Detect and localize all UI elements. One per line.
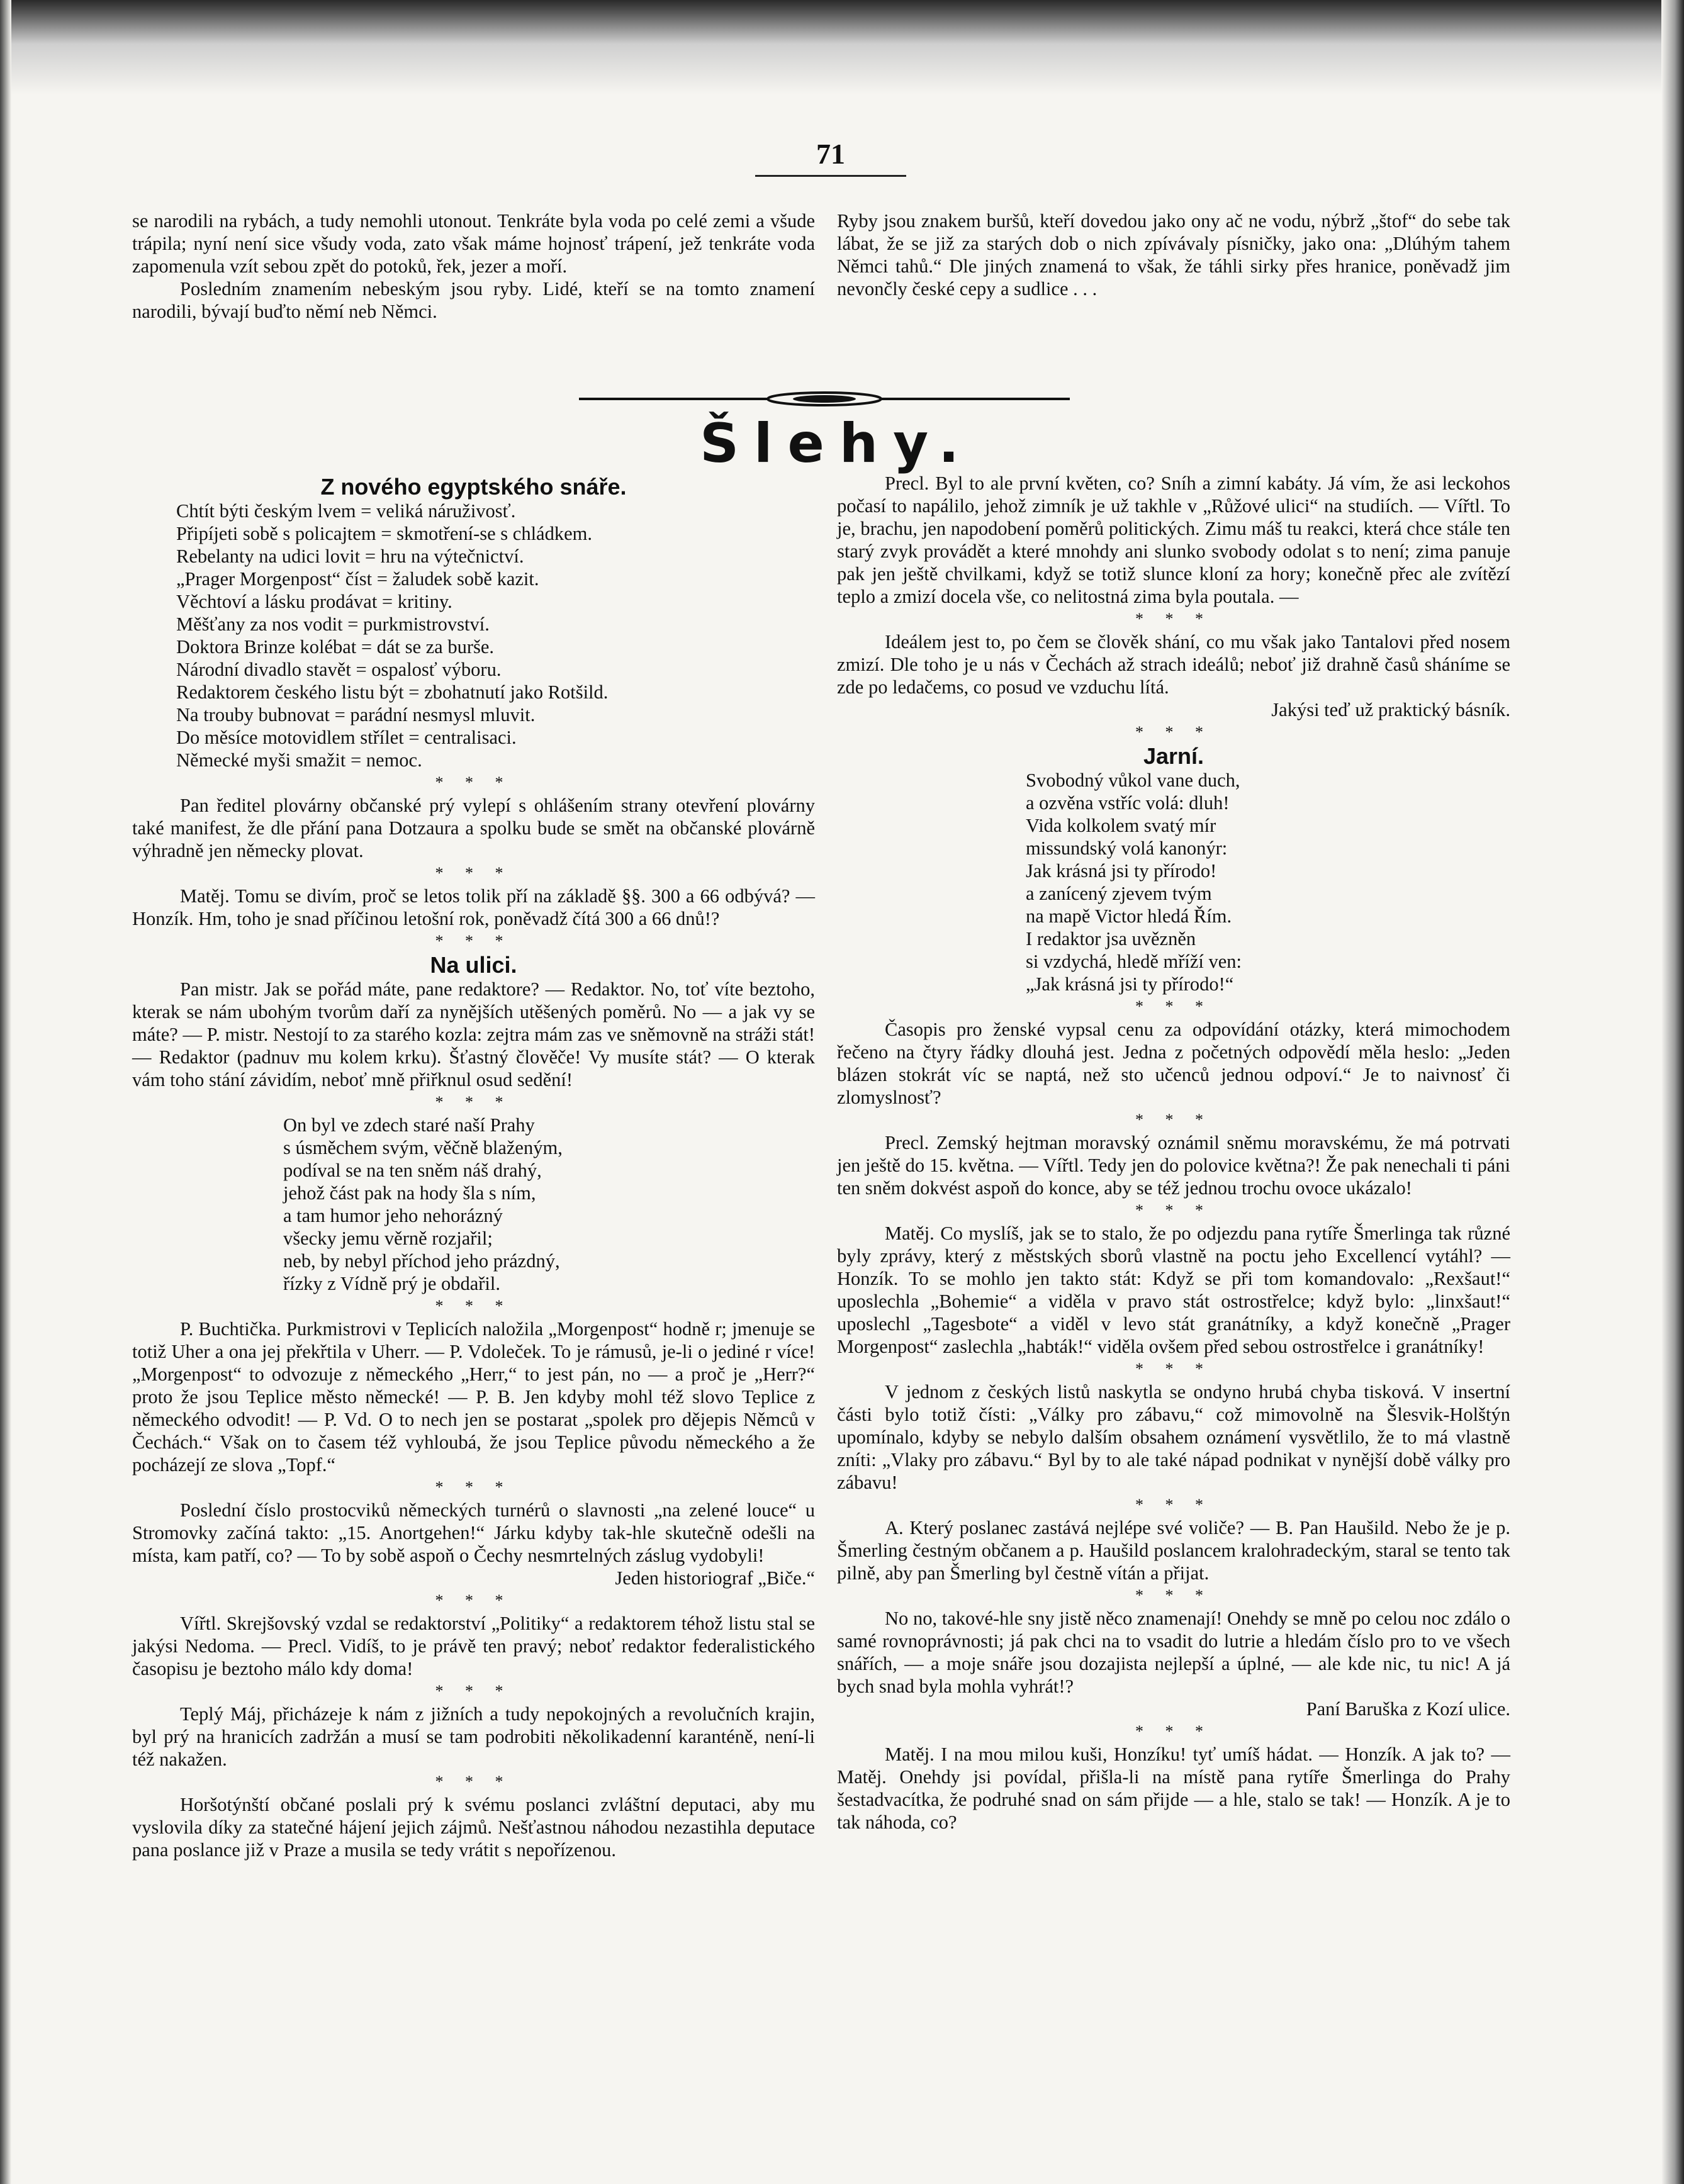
list-item: Věchtoví a lásku prodávat = kritiny. [176, 591, 452, 612]
verse-line: všecky jemu věrně rozjařil; [283, 1228, 493, 1249]
list-item: „Prager Morgenpost“ číst = žaludek sobě kazit. [176, 568, 539, 590]
list-item: Měšťany za nos vodit = purkmistrovství. [176, 613, 490, 635]
separator-stars: * * * [435, 1772, 512, 1791]
paragraph-hadat: Matěj. I na mou milou kuši, Honzíku! tyť umíš hádat. — Honzík. A jak to? — Matěj. Onehdy jsi povídal, přišla-li na místě pana rytíře Šmerlinga do Prahy šestadvacítka, že podruhé snad on sám přijde — a hle, stalo se tak! — Honzík. A je to tak náhoda, co? [837, 1744, 1510, 1833]
paragraph-hausild: A. Který poslanec zastává nejlépe své voliče? — B. Pan Haušild. Nebo že je p. Šmerling čestným občanem a p. Haušild poslancem kralohradeckým, staral se tento tak pilně, aby pan Šmerling byl čestně vítán a přijat. [837, 1517, 1510, 1584]
paragraph-kveten: Precl. Byl to ale první květen, co? Sníh a zimní kabáty. Já vím, že asi leckohos počasí to napálilo, jehož zimník je už takhle v „Růžové ulici“ na studiích. — Vířtl. To je, brachu, jen napodobení poměrů politických. Zimu máš tu reakci, která chce stále ten starý zvyk provádět a které mnohdy ani slunko svobody odolat s to není; zima panuje pak jen ještě chvilkami, když se totiž slunce kloní za hory; konečně přec ale zvítězí teplo a zmizí docela vše, co nelitostná zima byla poutala. — [837, 473, 1510, 607]
verse-line: podíval se na ten sněm náš drahý, [283, 1160, 542, 1181]
verse-line: Svobodný vůkol vane duch, [1026, 770, 1240, 791]
paragraph-sny: No no, takové-hle sny jistě něco znamenají! Onehdy se mně po celou noc zdálo o samé rovnoprávnosti; já pak chci na to vsadit do lutrie a hledám číslo pro to ve všech snářích, — a moje snáře jsou dozajista nejlepší a úplné, — ale kde nic, tu nic! A já bych snad byla mohla vyhrát!? [837, 1608, 1510, 1697]
signature-historiograf: Jeden historiograf „Biče.“ [615, 1567, 815, 1589]
separator-stars: * * * [1135, 1496, 1212, 1514]
separator-stars: * * * [1135, 1360, 1212, 1378]
snar-list [132, 500, 815, 771]
page-number: 71 [816, 138, 845, 170]
verse-line: jehož část pak na hody šla s ním, [283, 1182, 536, 1204]
snar-heading: Z nového egyptského snáře. [320, 474, 627, 500]
scan-right-edge [1661, 0, 1684, 2184]
paragraph-smerling: Matěj. Co myslíš, jak se to stalo, že po odjezdu pana rytíře Šmerlinga tak různé byly zprávy, který z městských sborů vlastně na poctu jeho Excellencí vytáhl? — Honzík. To se mohlo jen takto stát: Když se při tom komandovalo: „Rexšaut!“ uposlechla „Bohemie“ a viděla v pravo stát ostrostřelce; když bylo: „linxšaut!“ uposlechl „Tagesbote“ a viděl v levo stát granátníky, a když konečně „Prager Morgenpost“ zaslechla „habták!“ viděla ovšem před sebou ostrostřelce i granátníky! [837, 1223, 1510, 1357]
paragraph-buchticka: P. Buchtička. Purkmistrovi v Teplicích naložila „Morgenpost“ hodně r; jmenuje se totiž Uher a ona jej překřtila v Uherr. — P. Vdoleček. To je rámusů, je-li o jediné r více! „Morgenpost“ to odvozuje z německého „Herr,“ to jest pán, no — a proč je „Herr?“ proto že jsou Teplice město německé! — P. B. Jen kdyby mohl též slovo Teplice z německého odvodit! — P. Vd. O to nech jen se postarat „spolek pro dějepis Němců v Čechách.“ Však on to časem též vyhloubá, že jsou Teplice původu německého a že pocházejí ze slova „Topf.“ [132, 1318, 815, 1476]
ornament-divider [579, 391, 1070, 406]
poem-prahy [132, 1114, 815, 1295]
paragraph-skrejsovsky: Vířtl. Skrejšovský vzdal se redaktorství „Politiky“ a redaktorem téhož listu stal se jakýsi Nedoma. — Precl. Vidíš, to je právě ten pravý; neboť redaktor federalistického časopisu je beztoho málo kdy doma! [132, 1613, 815, 1679]
na-ulici-heading: Na ulici. [430, 952, 517, 978]
paragraph-idealem: Ideálem jest to, po čem se člověk shání, co mu však jako Tantalovi před nosem zmizí. Dle toho je u nás v Čechách až strach ideálů; neboť již drahně časů sháníme se zde po ledačems, co posud ve vzduchu lítá. [837, 631, 1510, 698]
paragraph-horsotynsti: Horšotýnští občané poslali prý k svému poslanci zvláštní deputaci, aby mu vyslovila díky za statečné hájení jejich zájmů. Nešťastnou náhodou nezastihla deputace pana poslance již v Praze a musila se tedy vrátit s nepořízenou. [132, 1794, 815, 1861]
verse-line: neb, by nebyl příchod jeho prázdný, [283, 1250, 560, 1272]
page-number-rule [755, 175, 906, 177]
top-right-column [837, 210, 1510, 300]
signature-baruska: Paní Baruška z Kozí ulice. [1306, 1698, 1510, 1720]
top-right-p1: Ryby jsou znakem buršů, kteří dovedou jako ony ač ne vodu, nýbrž „štof“ do sebe tak lábat, že se již za starých dob o nich zpívávaly písničky, jako ona: „Dlúhým tahem Němci tahů.“ Dle jiných znamená to však, že táhli sirky přes hranice, poněvadž jim nevončly české cepy a sudlice . . . [837, 210, 1510, 300]
list-item: Doktora Brinze kolébat = dát se za burše. [176, 636, 495, 658]
verse-line: I redaktor jsa uvězněn [1026, 928, 1196, 949]
verse-line: a tam humor jeho nehorázný [283, 1205, 503, 1226]
list-item: Do měsíce motovidlem střílet = centralisaci. [176, 727, 517, 748]
list-item: Německé myši smažit = nemoc. [176, 749, 422, 771]
verse-line: řízky z Vídně prý je obdařil. [283, 1273, 501, 1294]
verse-line: na mapě Victor hledá Řím. [1026, 905, 1232, 927]
paragraph-hejtman: Precl. Zemský hejtman moravský oznámil sněmu moravskému, že má potrvati jen ještě do 15. května. — Vířtl. Tedy jen do polovice května?! Že pak nenechali ti páni ten sněm dokvést aspoň do konce, aby se též jednou trochu ovoce ukázalo! [837, 1132, 1510, 1199]
separator-stars: * * * [435, 932, 512, 950]
separator-stars: * * * [1135, 1201, 1212, 1219]
separator-stars: * * * [435, 1682, 512, 1700]
signature-basnik: Jakýsi teď už praktický básník. [1271, 699, 1510, 720]
separator-stars: * * * [1135, 997, 1212, 1016]
list-item: Redaktorem českého listu být = zbohatnutí jako Rotšild. [176, 681, 609, 703]
verse-line: s úsměchem svým, věčně blaženým, [283, 1137, 563, 1158]
separator-stars: * * * [1135, 1722, 1212, 1740]
paragraph-na-ulici: Pan mistr. Jak se pořád máte, pane redaktore? — Redaktor. No, toť víte beztoho, kterak se nám ubohým tvorům daří za nynějších utěšených poměrů. No — a jak vy se máte? — P. mistr. Nestojí to za starého kozla: zejtra mám zas ve sněmovně na stráži stát! — Redaktor (padnuv mu kolem krku). Šťastný člověče! Vy musíte stát? — O kterak vám toho stání závidím, neboť mně přiřknul osud sedění! [132, 978, 815, 1090]
paragraph-chyba-tiskova: V jednom z českých listů naskytla se ondyno hrubá chyba tisková. V insertní části bylo totiž čísti: „Války pro zábavu,“ což mimovolně na Šlesvik-Holštýn upomínalo, kdyby se nebylo dalším obsahem oznámení vysvětlilo, že to má vlastně zníti: „Vlaky pro zábavu.“ Byl by to ale také nápad podnikat v nynější době války pro zábavu! [837, 1381, 1510, 1493]
verse-line: missundský volá kanonýr: [1026, 837, 1228, 859]
verse-line: Jak krásná jsi ty přírodo! [1026, 860, 1217, 882]
paragraph-matej-paragrafy: Matěj. Tomu se divím, proč se letos tolik pří na základě §§. 300 a 66 odbývá? — Honzík. Hm, toho je snad příčinou letošní rok, poněvadž čítá 300 a 66 dnů!? [132, 885, 815, 929]
list-item: Chtít býti českým lvem = veliká náruživosť. [176, 500, 516, 522]
list-item: Na trouby bubnovat = parádní nesmysl mluvit. [176, 704, 536, 725]
paragraph-plovarna: Pan ředitel plovárny občanské prý vylepí s ohlášením strany otevření plovárny také manifest, že dle přání pana Dotzaura a spolku bude se smět na občanské plovárně výhradně jen německy plovat. [132, 795, 815, 861]
list-item: Rebelanty na udici lovit = hru na výtečnictví. [176, 546, 524, 567]
top-left-p2: Posledním znamením nebeským jsou ryby. Lidé, kteří se na tomto znamení narodili, bývají buďto němí neb Němci. [132, 278, 815, 322]
paragraph-teply-maj: Teplý Máj, přicházeje k nám z jižních a tudy nepokojných a revolučních krajin, byl prý na hranicích zadržán a musí se tam podrobiti několikadenní karanténě, není-li též nakažen. [132, 1703, 815, 1770]
verse-line: a ozvěna vstříc volá: dluh! [1026, 792, 1230, 814]
jarni-heading: Jarní. [1143, 743, 1204, 769]
separator-stars: * * * [1135, 610, 1212, 628]
scan-left-edge [0, 0, 11, 2184]
top-left-p1: se narodili na rybách, a tudy nemohli utonout. Tenkráte byla voda po celé zemi a všude trápila; nyní není sice všudy voda, zato však máme hojnosť trápení, jež tenkráte voda zapomenula vzít sebou zpět do potoků, řek, jezer a moří. [132, 210, 815, 277]
separator-stars: * * * [435, 1478, 512, 1496]
right-column [837, 472, 1510, 1834]
list-item: Připíjeti sobě s policajtem = skmotření-se s chládkem. [176, 523, 592, 544]
paragraph-turneri: Poslední číslo prostocviků německých turnérů o slavnosti „na zelené louce“ u Stromovky začíná takto: „15. Anortgehen!“ Járku kdyby tak-hle skutečně odešli na místa, kam patří, co? — To by sobě aspoň o Čechy nesmrtelných záslug vydobyli! [132, 1499, 815, 1566]
separator-stars: * * * [435, 1093, 512, 1111]
verse-line: Vida kolkolem svatý mír [1026, 815, 1216, 836]
separator-stars: * * * [1135, 1586, 1212, 1604]
verse-line: a zanícený zjevem tvým [1026, 883, 1212, 904]
verse-line: On byl ve zdech staré naší Prahy [283, 1114, 535, 1136]
verse-line: si vzdychá, hledě mříží ven: [1026, 951, 1242, 972]
top-left-column [132, 210, 815, 323]
paragraph-casopis: Časopis pro ženské vypsal cenu za odpovídání otázky, která mimochodem řečeno na čtyry řádky dlouhá jest. Jedna z početných odpovědí měla heslo: „Jeden blázen stokrát víc se naptá, než sto učenců jednou odpoví.“ Je to naivnosť či zlomyslnosť? [837, 1019, 1510, 1108]
masthead-title: Šlehy. [700, 412, 974, 475]
verse-line: „Jak krásná jsi ty přírodo!“ [1026, 973, 1234, 995]
separator-stars: * * * [435, 864, 512, 882]
separator-stars: * * * [1135, 723, 1212, 741]
separator-stars: * * * [435, 1297, 512, 1315]
separator-stars: * * * [435, 773, 512, 792]
left-column [132, 472, 815, 1861]
scan-top-shadow [0, 0, 1684, 94]
list-item: Národní divadlo stavět = ospalosť výboru. [176, 659, 502, 680]
poem-jarni [837, 769, 1510, 995]
separator-stars: * * * [1135, 1111, 1212, 1129]
separator-stars: * * * [435, 1591, 512, 1610]
